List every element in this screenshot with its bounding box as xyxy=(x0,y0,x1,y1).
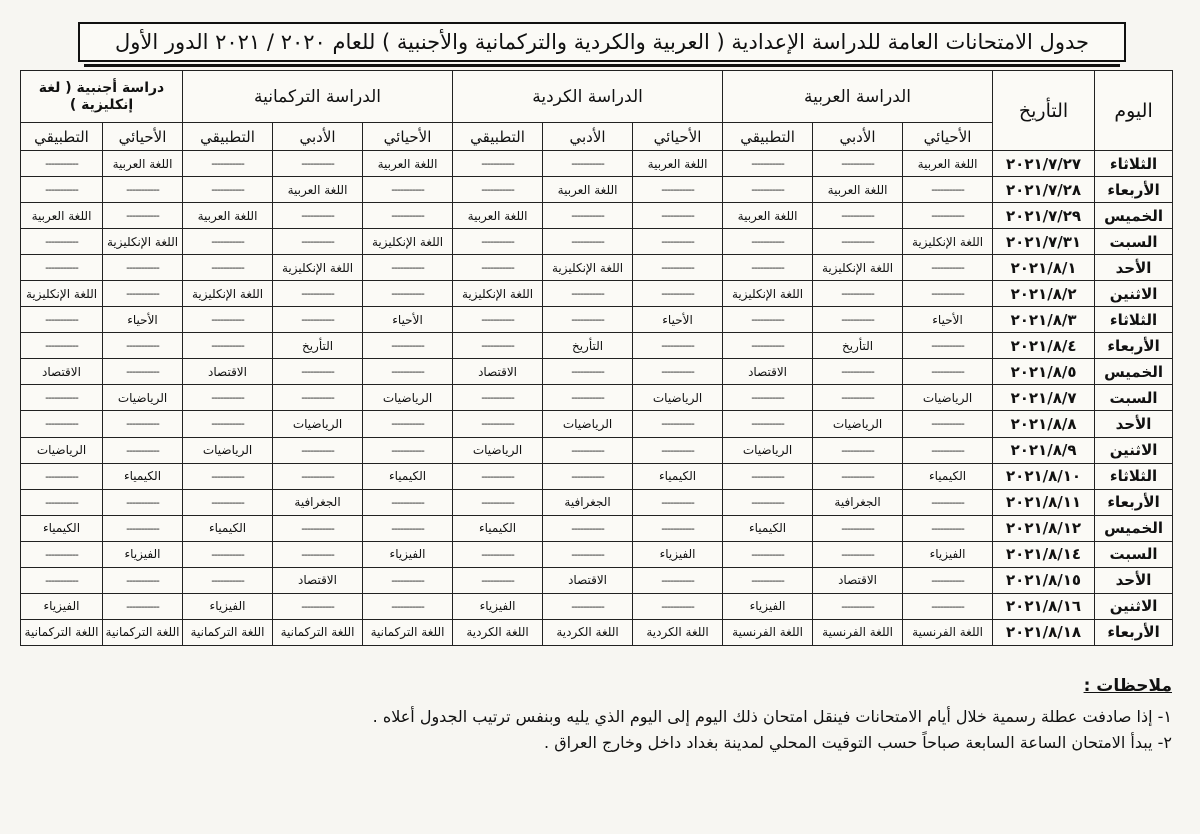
exam-cell: ----------- xyxy=(543,593,633,619)
exam-cell: الرياضيات xyxy=(723,437,813,463)
exam-cell: ----------- xyxy=(273,359,363,385)
exam-cell: اللغة الكردية xyxy=(543,619,633,645)
exam-cell: ----------- xyxy=(103,411,183,437)
exam-cell: ----------- xyxy=(363,593,453,619)
exam-cell: ----------- xyxy=(813,229,903,255)
exam-cell: ----------- xyxy=(903,203,993,229)
header-branch-bio: الأحيائي xyxy=(903,123,993,151)
row-date: ٢٠٢١/٨/٣ xyxy=(993,307,1095,333)
exam-cell: ----------- xyxy=(903,177,993,203)
exam-cell: اللغة الفرنسية xyxy=(903,619,993,645)
exam-cell: اللغة التركمانية xyxy=(363,619,453,645)
exam-cell: ----------- xyxy=(273,385,363,411)
exam-cell: ----------- xyxy=(103,515,183,541)
exam-cell: ----------- xyxy=(21,177,103,203)
exam-cell: الرياضيات xyxy=(633,385,723,411)
exam-cell: اللغة الإنكليزية xyxy=(543,255,633,281)
exam-cell: اللغة العربية xyxy=(633,151,723,177)
exam-cell: ----------- xyxy=(543,229,633,255)
exam-cell: ----------- xyxy=(183,385,273,411)
exam-cell: ----------- xyxy=(21,489,103,515)
row-day: الثلاثاء xyxy=(1095,463,1173,489)
exam-cell: ----------- xyxy=(183,333,273,359)
header-arabic-track: الدراسة العربية xyxy=(723,71,993,123)
schedule-body xyxy=(21,151,1173,646)
note-line-2: ٢- يبدأ الامتحان الساعة السابعة صباحاً حسب التوقيت المحلي لمدينة بغداد داخل وخارج العراق . xyxy=(544,733,1172,752)
exam-cell: الاقتصاد xyxy=(453,359,543,385)
exam-cell: ----------- xyxy=(183,463,273,489)
exam-cell: اللغة الإنكليزية xyxy=(903,229,993,255)
exam-cell: اللغة العربية xyxy=(273,177,363,203)
exam-cell: ----------- xyxy=(21,567,103,593)
schedule-row xyxy=(21,151,1173,177)
exam-cell: اللغة الإنكليزية xyxy=(723,281,813,307)
exam-cell: ----------- xyxy=(813,281,903,307)
exam-cell: ----------- xyxy=(633,437,723,463)
exam-cell: ----------- xyxy=(273,515,363,541)
exam-cell: ----------- xyxy=(273,229,363,255)
exam-cell: ----------- xyxy=(813,593,903,619)
schedule-row xyxy=(21,229,1173,255)
exam-cell: ----------- xyxy=(633,515,723,541)
exam-cell: ----------- xyxy=(723,151,813,177)
exam-cell: ----------- xyxy=(903,515,993,541)
exam-cell: ----------- xyxy=(273,281,363,307)
exam-cell: الجغرافية xyxy=(273,489,363,515)
exam-cell: ----------- xyxy=(273,437,363,463)
exam-cell: التأريخ xyxy=(543,333,633,359)
exam-cell: ----------- xyxy=(273,541,363,567)
exam-cell: ----------- xyxy=(183,229,273,255)
exam-cell: ----------- xyxy=(543,151,633,177)
schedule-row xyxy=(21,359,1173,385)
exam-cell: ----------- xyxy=(183,255,273,281)
exam-cell: ----------- xyxy=(363,333,453,359)
row-date: ٢٠٢١/٧/٢٨ xyxy=(993,177,1095,203)
exam-cell: الفيزياء xyxy=(903,541,993,567)
exam-cell: ----------- xyxy=(633,281,723,307)
exam-cell: ----------- xyxy=(903,437,993,463)
exam-cell: ----------- xyxy=(453,385,543,411)
exam-cell: اللغة الإنكليزية xyxy=(21,281,103,307)
header-branch-app: التطبيقي xyxy=(723,123,813,151)
exam-cell: ----------- xyxy=(813,385,903,411)
exam-cell: ----------- xyxy=(903,567,993,593)
exam-cell: ----------- xyxy=(723,385,813,411)
exam-cell: ----------- xyxy=(723,333,813,359)
exam-cell: اللغة الإنكليزية xyxy=(103,229,183,255)
exam-cell: ----------- xyxy=(363,515,453,541)
exam-cell: اللغة العربية xyxy=(103,151,183,177)
exam-cell: الأحياء xyxy=(903,307,993,333)
exam-cell: ----------- xyxy=(723,541,813,567)
exam-cell: ----------- xyxy=(183,541,273,567)
exam-cell: ----------- xyxy=(103,437,183,463)
exam-cell: الكيمياء xyxy=(183,515,273,541)
row-date: ٢٠٢١/٨/٥ xyxy=(993,359,1095,385)
exam-cell: ----------- xyxy=(633,255,723,281)
row-date: ٢٠٢١/٧/٢٧ xyxy=(993,151,1095,177)
exam-cell: الرياضيات xyxy=(363,385,453,411)
notes-title: ملاحظات : xyxy=(1083,676,1172,696)
exam-cell: ----------- xyxy=(363,489,453,515)
schedule-row xyxy=(21,567,1173,593)
exam-cell: اللغة الإنكليزية xyxy=(813,255,903,281)
row-date: ٢٠٢١/٨/١٢ xyxy=(993,515,1095,541)
exam-cell: الكيمياء xyxy=(633,463,723,489)
exam-cell: اللغة الكردية xyxy=(453,619,543,645)
exam-cell: ----------- xyxy=(453,333,543,359)
schedule-row xyxy=(21,515,1173,541)
exam-cell: ----------- xyxy=(633,567,723,593)
exam-cell: ----------- xyxy=(813,151,903,177)
exam-cell: الجغرافية xyxy=(543,489,633,515)
schedule-row xyxy=(21,203,1173,229)
exam-cell: ----------- xyxy=(633,411,723,437)
exam-cell: ----------- xyxy=(543,437,633,463)
row-day: الخميس xyxy=(1095,515,1173,541)
schedule-row xyxy=(21,333,1173,359)
exam-cell: الرياضيات xyxy=(103,385,183,411)
row-date: ٢٠٢١/٧/٣١ xyxy=(993,229,1095,255)
header-turkmen-track: الدراسة التركمانية xyxy=(183,71,453,123)
exam-cell: اللغة التركمانية xyxy=(21,619,103,645)
exam-cell: ----------- xyxy=(813,307,903,333)
exam-cell: الاقتصاد xyxy=(21,359,103,385)
row-date: ٢٠٢١/٨/٨ xyxy=(993,411,1095,437)
exam-cell: ----------- xyxy=(543,203,633,229)
exam-cell: الرياضيات xyxy=(21,437,103,463)
exam-cell: ----------- xyxy=(543,515,633,541)
exam-cell: ----------- xyxy=(21,333,103,359)
exam-cell: ----------- xyxy=(183,411,273,437)
exam-cell: الجغرافية xyxy=(813,489,903,515)
exam-cell: ----------- xyxy=(363,437,453,463)
row-date: ٢٠٢١/٧/٢٩ xyxy=(993,203,1095,229)
exam-cell: ----------- xyxy=(21,541,103,567)
header-branch-app: التطبيقي xyxy=(453,123,543,151)
exam-cell: الأحياء xyxy=(103,307,183,333)
exam-cell: ----------- xyxy=(183,151,273,177)
header-kurdish-track: الدراسة الكردية xyxy=(453,71,723,123)
exam-cell: ----------- xyxy=(363,567,453,593)
exam-cell: ----------- xyxy=(103,359,183,385)
exam-cell: ----------- xyxy=(183,489,273,515)
exam-cell: ----------- xyxy=(723,567,813,593)
exam-cell: ----------- xyxy=(633,333,723,359)
row-day: الخميس xyxy=(1095,359,1173,385)
header-branch-lit: الأدبي xyxy=(273,123,363,151)
exam-cell: ----------- xyxy=(453,177,543,203)
schedule-row xyxy=(21,385,1173,411)
page-title: جدول الامتحانات العامة للدراسة الإعدادية ( العربية والكردية والتركمانية والأجنبية ) للعام ٢٠٢٠ / ٢٠٢١ الدور الأول xyxy=(78,22,1126,62)
exam-cell: الكيمياء xyxy=(21,515,103,541)
exam-cell: ----------- xyxy=(903,255,993,281)
exam-cell: الرياضيات xyxy=(453,437,543,463)
row-date: ٢٠٢١/٨/١٨ xyxy=(993,619,1095,645)
exam-cell: اللغة العربية xyxy=(903,151,993,177)
exam-cell: الفيزياء xyxy=(453,593,543,619)
schedule-row xyxy=(21,307,1173,333)
row-day: الأحد xyxy=(1095,411,1173,437)
exam-cell: اللغة الإنكليزية xyxy=(273,255,363,281)
row-day: الثلاثاء xyxy=(1095,307,1173,333)
exam-cell: الاقتصاد xyxy=(543,567,633,593)
schedule-row xyxy=(21,489,1173,515)
header-branch-app: التطبيقي xyxy=(183,123,273,151)
exam-cell: ----------- xyxy=(183,567,273,593)
exam-cell: اللغة الإنكليزية xyxy=(183,281,273,307)
exam-cell: ----------- xyxy=(103,333,183,359)
exam-cell: ----------- xyxy=(723,489,813,515)
exam-cell: ----------- xyxy=(273,307,363,333)
row-day: السبت xyxy=(1095,541,1173,567)
exam-cell: ----------- xyxy=(103,489,183,515)
row-day: الاثنين xyxy=(1095,593,1173,619)
exam-cell: اللغة الكردية xyxy=(633,619,723,645)
exam-cell: ----------- xyxy=(633,489,723,515)
exam-cell: اللغة الإنكليزية xyxy=(363,229,453,255)
exam-cell: التأريخ xyxy=(273,333,363,359)
row-day: الاثنين xyxy=(1095,281,1173,307)
exam-cell: اللغة الإنكليزية xyxy=(453,281,543,307)
exam-cell: ----------- xyxy=(103,177,183,203)
exam-cell: ----------- xyxy=(723,177,813,203)
row-date: ٢٠٢١/٨/٩ xyxy=(993,437,1095,463)
row-date: ٢٠٢١/٨/١٤ xyxy=(993,541,1095,567)
notes-section xyxy=(72,676,1172,756)
exam-cell: ----------- xyxy=(103,567,183,593)
exam-cell: ----------- xyxy=(21,463,103,489)
exam-cell: الاقتصاد xyxy=(273,567,363,593)
exam-cell: ----------- xyxy=(453,229,543,255)
exam-cell: الفيزياء xyxy=(21,593,103,619)
exam-cell: اللغة التركمانية xyxy=(103,619,183,645)
exam-cell: ----------- xyxy=(273,203,363,229)
exam-cell: اللغة العربية xyxy=(453,203,543,229)
exam-cell: التأريخ xyxy=(813,333,903,359)
exam-cell: ----------- xyxy=(723,411,813,437)
exam-cell: ----------- xyxy=(543,385,633,411)
exam-cell: ----------- xyxy=(903,281,993,307)
exam-cell: الفيزياء xyxy=(183,593,273,619)
header-date: التأريخ xyxy=(993,71,1095,151)
exam-cell: الفيزياء xyxy=(363,541,453,567)
row-date: ٢٠٢١/٨/١١ xyxy=(993,489,1095,515)
exam-cell: ----------- xyxy=(21,307,103,333)
row-day: الأحد xyxy=(1095,255,1173,281)
exam-cell: الرياضيات xyxy=(273,411,363,437)
exam-cell: ----------- xyxy=(813,203,903,229)
schedule-row xyxy=(21,437,1173,463)
row-day: الأربعاء xyxy=(1095,489,1173,515)
header-branch-lit: الأدبي xyxy=(813,123,903,151)
exam-cell: ----------- xyxy=(723,229,813,255)
exam-cell: ----------- xyxy=(103,593,183,619)
header-branch-lit: الأدبي xyxy=(543,123,633,151)
exam-cell: ----------- xyxy=(903,333,993,359)
exam-cell: ----------- xyxy=(453,151,543,177)
exam-cell: ----------- xyxy=(21,255,103,281)
exam-cell: ----------- xyxy=(273,151,363,177)
exam-cell: ----------- xyxy=(543,541,633,567)
row-date: ٢٠٢١/٨/٢ xyxy=(993,281,1095,307)
exam-cell: ----------- xyxy=(363,281,453,307)
schedule-row xyxy=(21,619,1173,645)
exam-cell: ----------- xyxy=(543,281,633,307)
exam-cell: ----------- xyxy=(453,307,543,333)
exam-cell: الرياضيات xyxy=(543,411,633,437)
exam-schedule-table xyxy=(20,70,1173,646)
row-day: الأربعاء xyxy=(1095,333,1173,359)
exam-cell: ----------- xyxy=(543,359,633,385)
exam-cell: ----------- xyxy=(103,281,183,307)
note-line-1: ١- إذا صادفت عطلة رسمية خلال أيام الامتحانات فينقل امتحان ذلك اليوم إلى اليوم الذي يليه وبنفس ترتيب الجدول أعلاه . xyxy=(372,707,1172,726)
row-day: الأربعاء xyxy=(1095,619,1173,645)
row-day: الثلاثاء xyxy=(1095,151,1173,177)
exam-cell: الكيمياء xyxy=(363,463,453,489)
exam-cell: اللغة العربية xyxy=(813,177,903,203)
exam-cell: ----------- xyxy=(273,593,363,619)
exam-cell: ----------- xyxy=(453,463,543,489)
row-date: ٢٠٢١/٨/١٦ xyxy=(993,593,1095,619)
exam-cell: ----------- xyxy=(21,229,103,255)
exam-cell: ----------- xyxy=(363,255,453,281)
exam-cell: ----------- xyxy=(103,203,183,229)
exam-cell: ----------- xyxy=(813,359,903,385)
exam-cell: ----------- xyxy=(633,177,723,203)
exam-cell: ----------- xyxy=(813,541,903,567)
exam-cell: الاقتصاد xyxy=(183,359,273,385)
exam-cell: الأحياء xyxy=(363,307,453,333)
exam-cell: ----------- xyxy=(21,411,103,437)
exam-cell: الاقتصاد xyxy=(813,567,903,593)
exam-cell: الكيمياء xyxy=(103,463,183,489)
exam-cell: اللغة العربية xyxy=(21,203,103,229)
exam-cell: ----------- xyxy=(633,203,723,229)
row-day: السبت xyxy=(1095,385,1173,411)
exam-cell: اللغة الفرنسية xyxy=(723,619,813,645)
schedule-row xyxy=(21,411,1173,437)
header-branch-bio: الأحيائي xyxy=(633,123,723,151)
exam-cell: اللغة العربية xyxy=(183,203,273,229)
exam-cell: ----------- xyxy=(363,177,453,203)
exam-cell: ----------- xyxy=(543,307,633,333)
row-day: السبت xyxy=(1095,229,1173,255)
exam-cell: اللغة العربية xyxy=(723,203,813,229)
exam-cell: ----------- xyxy=(813,515,903,541)
exam-cell: الرياضيات xyxy=(813,411,903,437)
header-day: اليوم xyxy=(1095,71,1173,151)
exam-cell: ----------- xyxy=(453,541,543,567)
exam-cell: ----------- xyxy=(183,307,273,333)
exam-cell: ----------- xyxy=(633,229,723,255)
exam-cell: ----------- xyxy=(903,489,993,515)
row-day: الاثنين xyxy=(1095,437,1173,463)
exam-cell: ----------- xyxy=(633,359,723,385)
exam-cell: ----------- xyxy=(103,255,183,281)
exam-cell: ----------- xyxy=(723,307,813,333)
exam-cell: الأحياء xyxy=(633,307,723,333)
header-branch-bio: الأحيائي xyxy=(103,123,183,151)
exam-cell: ----------- xyxy=(273,463,363,489)
exam-cell: ----------- xyxy=(903,411,993,437)
exam-cell: اللغة العربية xyxy=(543,177,633,203)
exam-cell: ----------- xyxy=(453,411,543,437)
exam-cell: ----------- xyxy=(21,151,103,177)
exam-cell: ----------- xyxy=(183,177,273,203)
exam-cell: ----------- xyxy=(813,437,903,463)
exam-cell: الاقتصاد xyxy=(723,359,813,385)
row-date: ٢٠٢١/٨/٧ xyxy=(993,385,1095,411)
exam-cell: الكيمياء xyxy=(453,515,543,541)
exam-cell: ----------- xyxy=(453,567,543,593)
exam-cell: ----------- xyxy=(723,463,813,489)
exam-cell: اللغة التركمانية xyxy=(273,619,363,645)
exam-cell: الفيزياء xyxy=(633,541,723,567)
exam-cell: اللغة الفرنسية xyxy=(813,619,903,645)
schedule-row xyxy=(21,541,1173,567)
header-branch-bio: الأحيائي xyxy=(363,123,453,151)
schedule-row xyxy=(21,463,1173,489)
exam-cell: الكيمياء xyxy=(723,515,813,541)
header-branch-app: التطبيقي xyxy=(21,123,103,151)
row-date: ٢٠٢١/٨/١ xyxy=(993,255,1095,281)
schedule-row xyxy=(21,177,1173,203)
row-date: ٢٠٢١/٨/٤ xyxy=(993,333,1095,359)
row-day: الأحد xyxy=(1095,567,1173,593)
row-date: ٢٠٢١/٨/١٥ xyxy=(993,567,1095,593)
row-day: الخميس xyxy=(1095,203,1173,229)
exam-cell: اللغة العربية xyxy=(363,151,453,177)
exam-cell: ----------- xyxy=(21,385,103,411)
exam-cell: الرياضيات xyxy=(903,385,993,411)
exam-cell: ----------- xyxy=(363,203,453,229)
exam-cell: الفيزياء xyxy=(103,541,183,567)
exam-cell: ----------- xyxy=(363,411,453,437)
schedule-row xyxy=(21,255,1173,281)
exam-cell: الفيزياء xyxy=(723,593,813,619)
exam-cell: ----------- xyxy=(723,255,813,281)
exam-cell: ----------- xyxy=(633,593,723,619)
schedule-row xyxy=(21,281,1173,307)
exam-cell: ----------- xyxy=(453,489,543,515)
exam-cell: ----------- xyxy=(543,463,633,489)
exam-cell: الكيمياء xyxy=(903,463,993,489)
exam-cell: ----------- xyxy=(813,463,903,489)
header-foreign-track: دراسة أجنبية ( لغة إنكليزية ) xyxy=(21,71,183,123)
schedule-row xyxy=(21,593,1173,619)
exam-cell: ----------- xyxy=(903,593,993,619)
exam-cell: الرياضيات xyxy=(183,437,273,463)
exam-cell: ----------- xyxy=(363,359,453,385)
exam-cell: ----------- xyxy=(453,255,543,281)
exam-cell: ----------- xyxy=(903,359,993,385)
row-date: ٢٠٢١/٨/١٠ xyxy=(993,463,1095,489)
row-day: الأربعاء xyxy=(1095,177,1173,203)
exam-cell: اللغة التركمانية xyxy=(183,619,273,645)
